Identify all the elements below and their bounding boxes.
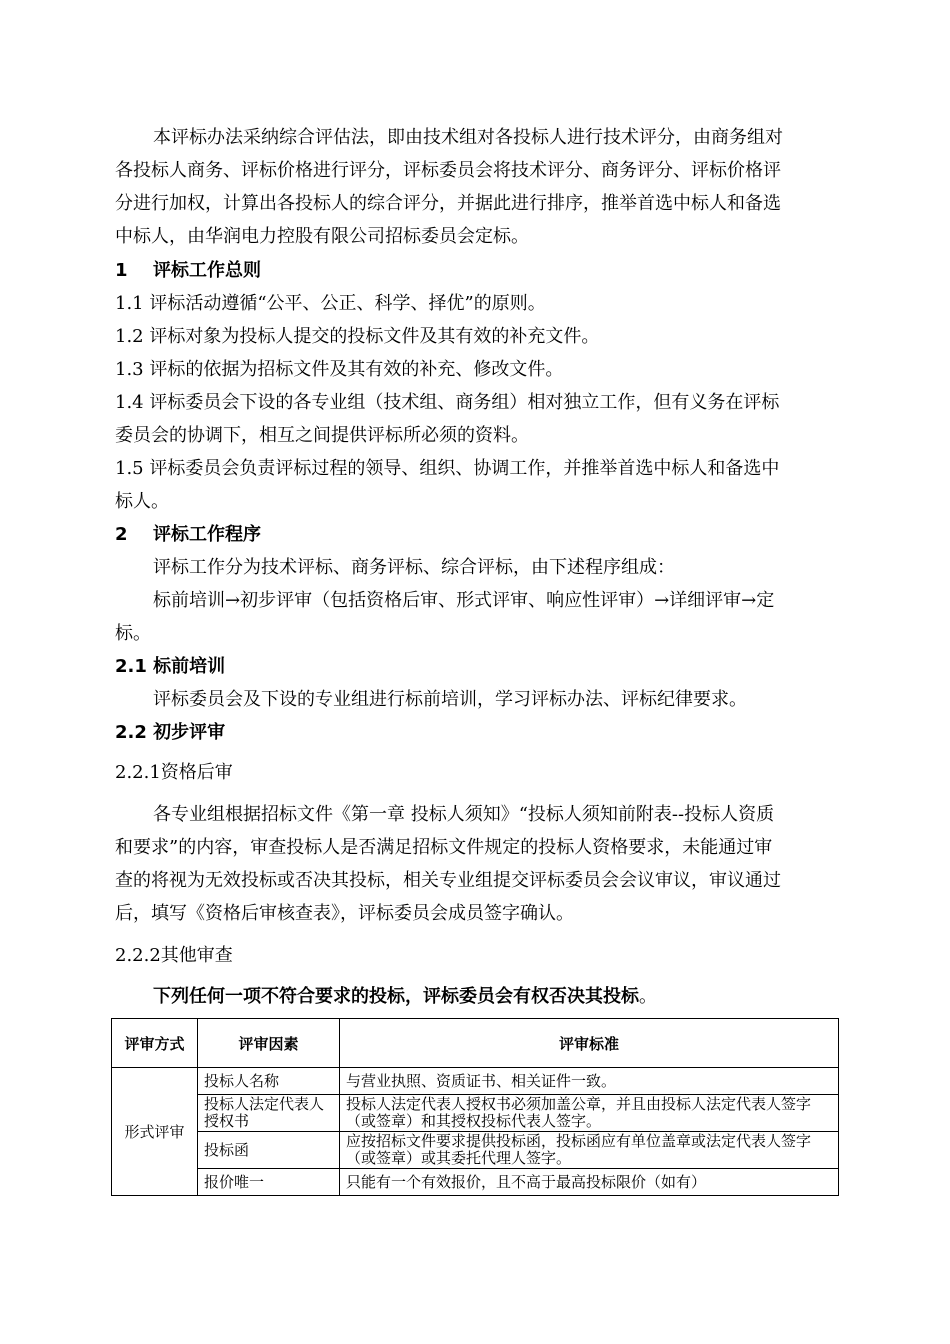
section-2-1-heading: 2.1 标前培训 <box>115 656 226 677</box>
qualification-line-4: 后，填写《资格后审核查表》，评标委员会成员签字确认。 <box>115 903 574 924</box>
standard-cell: 投标人法定代表人授权书必须加盖公章，并且由投标人法定代表人签字（或签章）和其授权投标代表人签字。 <box>340 1095 839 1132</box>
section-1-item: 标人。 <box>115 491 169 512</box>
review-table <box>111 1018 839 1196</box>
rejection-note-end: 。 <box>639 986 657 1007</box>
section-1-item: 1.2 评标对象为投标人提交的投标文件及其有效的补充文件。 <box>115 326 600 347</box>
rejection-note <box>153 984 657 1010</box>
table-row <box>112 1132 839 1169</box>
table-row <box>112 1095 839 1132</box>
intro-line-3: 分进行加权，计算出各投标人的综合评分，并据此进行排序，推举首选中标人和备选 <box>115 193 781 214</box>
header-factor: 评审因素 <box>198 1019 340 1068</box>
section-2-2-2-heading: 2.2.2其他审查 <box>115 945 233 966</box>
section-1-item: 1.1 评标活动遵循“公平、公正、科学、择优”的原则。 <box>115 293 546 314</box>
rejection-note-bold: 下列任何一项不符合要求的投标，评标委员会有权否决其投标 <box>153 986 639 1007</box>
section-2-heading <box>115 522 261 548</box>
section-1-title: 评标工作总则 <box>153 260 261 281</box>
table-header-row <box>112 1019 839 1068</box>
qualification-line-2: 和要求”的内容，审查投标人是否满足招标文件规定的投标人资格要求，未能通过审 <box>115 837 773 858</box>
method-cell: 形式评审 <box>112 1068 198 1196</box>
section-2-title: 评标工作程序 <box>153 524 261 545</box>
intro-line-2: 各投标人商务、评标价格进行评分，评标委员会将技术评分、商务评分、评标价格评 <box>115 160 781 181</box>
standard-cell: 与营业执照、资质证书、相关证件一致。 <box>340 1068 839 1095</box>
factor-cell: 投标人名称 <box>198 1068 340 1095</box>
section-2-2-1-heading: 2.2.1资格后审 <box>115 762 233 783</box>
qualification-line-1: 各专业组根据招标文件《第一章 投标人须知》“投标人须知前附表--投标人资质 <box>153 804 775 825</box>
qualification-line-3: 查的将视为无效投标或否决其投标，相关专业组提交评标委员会会议审议，审议通过 <box>115 870 781 891</box>
factor-cell: 报价唯一 <box>198 1169 340 1196</box>
procedure-line-1: 标前培训→初步评审（包括资格后审、形式评审、响应性评审）→详细评审→定 <box>153 590 775 611</box>
section-1-number: 1 <box>115 260 128 281</box>
procedure-line-2: 标。 <box>115 623 151 644</box>
section-2-number: 2 <box>115 524 128 545</box>
header-standard: 评审标准 <box>340 1019 839 1068</box>
standard-cell: 只能有一个有效报价，且不高于最高投标限价（如有） <box>340 1169 839 1196</box>
table-row <box>112 1068 839 1095</box>
intro-line-4: 中标人，由华润电力控股有限公司招标委员会定标。 <box>115 226 529 247</box>
section-1-item: 1.5 评标委员会负责评标过程的领导、组织、协调工作，并推举首选中标人和备选中 <box>115 458 780 479</box>
section-1-heading <box>115 258 261 284</box>
section-2-2-heading: 2.2 初步评审 <box>115 722 226 743</box>
header-method: 评审方式 <box>112 1019 198 1068</box>
section-2-intro: 评标工作分为技术评标、商务评标、综合评标，由下述程序组成： <box>153 557 675 578</box>
section-1-item: 委员会的协调下，相互之间提供评标所必须的资料。 <box>115 425 529 446</box>
factor-cell: 投标函 <box>198 1132 340 1169</box>
section-1-item: 1.4 评标委员会下设的各专业组（技术组、商务组）相对独立工作，但有义务在评标 <box>115 392 780 413</box>
factor-cell: 投标人法定代表人授权书 <box>198 1095 340 1132</box>
section-2-1-text: 评标委员会及下设的专业组进行标前培训，学习评标办法、评标纪律要求。 <box>153 689 747 710</box>
section-1-item: 1.3 评标的依据为招标文件及其有效的补充、修改文件。 <box>115 359 564 380</box>
intro-line-1: 本评标办法采纳综合评估法，即由技术组对各投标人进行技术评分，由商务组对 <box>153 127 783 148</box>
table-row <box>112 1169 839 1196</box>
standard-cell: 应按招标文件要求提供投标函，投标函应有单位盖章或法定代表人签字（或签章）或其委托代理人签字。 <box>340 1132 839 1169</box>
